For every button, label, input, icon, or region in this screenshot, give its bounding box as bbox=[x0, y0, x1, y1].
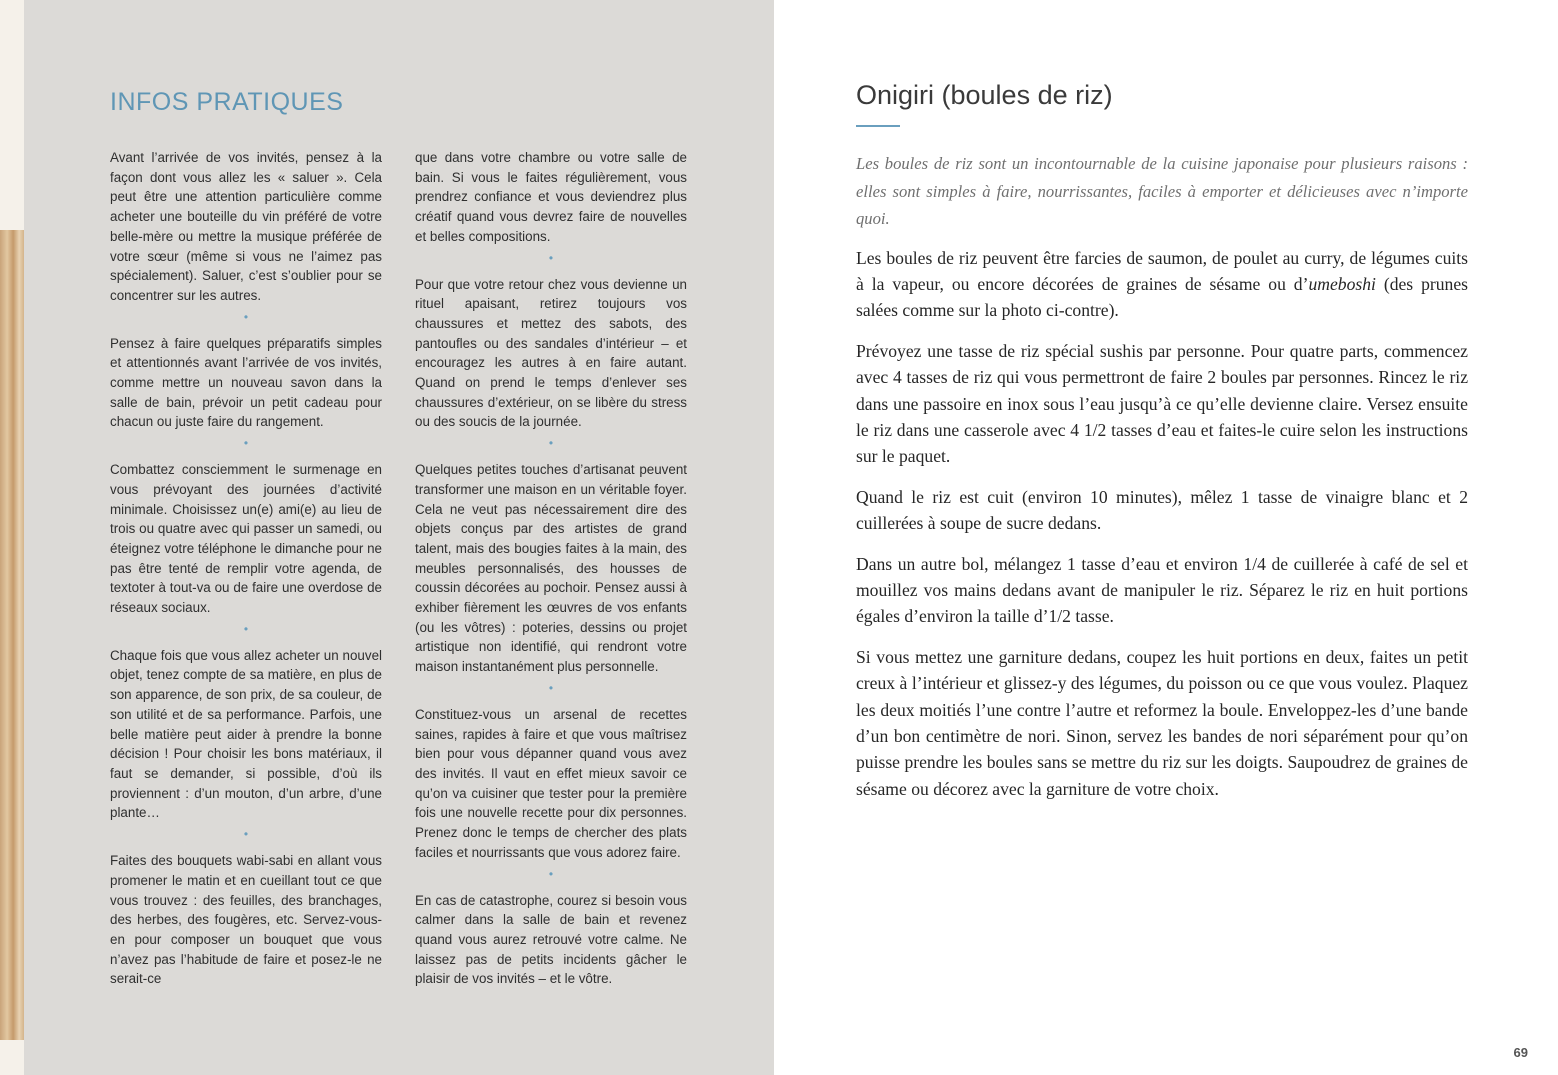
tip-paragraph: Quelques petites touches d’artisanat peuvent transformer une maison en un véritable foyer. Cela ne veut pas nécessairement dire des objets conçus par des artistes de grand talent, mais des bougies faites à la main, des meubles personnalisés, des housses de coussin décorées au pochoir. Pensez aussi à exhiber fièrement les œuvres de vos enfants (ou les vôtres) : poteries, dessins ou projet artistique non identifié, qui rendront votre maison instantanément plus personnelle. bbox=[415, 462, 687, 675]
left-page bbox=[24, 0, 774, 1075]
tip-paragraph: Chaque fois que vous allez acheter un nouvel objet, tenez compte de sa matière, en plus de son apparence, de son prix, de sa couleur, de son utilité et de sa performance. Parfois, une belle matière peut aider à prendre la bonne décision ! Pour choisir les bons matériaux, il faut se demander, si possible, d’où ils proviennent : d’un mouton, d’un arbre, d’une plante… bbox=[110, 647, 382, 821]
tip-paragraph: Pensez à faire quelques préparatifs simples et attentionnés avant l’arrivée de vos invités, comme mettre un nouveau savon dans la salle de bain, prévoir un petit cadeau pour chacun ou juste faire du rangement. bbox=[110, 335, 382, 430]
wood-grain bbox=[0, 230, 24, 1040]
left-column-1 bbox=[110, 148, 382, 989]
bullet-separator: • bbox=[243, 436, 249, 451]
recipe-intro: Les boules de riz sont un incontournable de la cuisine japonaise pour plusieurs raisons : elles sont simples à faire, nourrissantes, faciles à emporter et délicieuses avec n’importe quoi. bbox=[856, 154, 1468, 228]
recipe-paragraph: Quand le riz est cuit (environ 10 minutes), mêlez 1 tasse de vinaigre blanc et 2 cuillerées à soupe de sucre dedans. bbox=[856, 486, 1468, 534]
recipe-title: Onigiri (boules de riz) bbox=[856, 80, 1113, 110]
title-underline bbox=[856, 125, 900, 127]
page-number: 69 bbox=[1513, 1045, 1528, 1060]
tip-paragraph: Constituez-vous un arsenal de recettes saines, rapides à faire et que vous maîtrisez bien pour vous dépanner quand vous avez des invités. Il vaut en effet mieux savoir ce qu’on va cuisiner que tester pour la première fois une nouvelle recette pour dix personnes. Prenez donc le temps de chercher des plats faciles et nourrissants que vous adorez faire. bbox=[415, 706, 687, 860]
tip-paragraph: Faites des bouquets wabi-sabi en allant vous promener le matin et en cueillant tout ce que vous trouvez : des feuilles, des branchages, des herbes, des fougères, etc. Servez-vous-en pour composer un bouquet que vous n’avez pas l’habitude de faire et posez-le ne serait-ce bbox=[110, 853, 382, 987]
bullet-separator: • bbox=[548, 680, 554, 695]
recipe-paragraph: Dans un autre bol, mélangez 1 tasse d’eau et environ 1/4 de cuillerée à café de sel et mouillez vos mains dedans avant de manipuler le riz. Séparez le riz en huit portions égales d’environ la taille d’1/2 tasse. bbox=[856, 553, 1468, 627]
tip-paragraph: Pour que votre retour chez vous devienne un rituel apaisant, retirez toujours vos chaussures et mettez des sabots, des pantoufles ou des sandales d’intérieur – et encouragez les autres à en faire autant. Quand on prend le temps d’enlever ses chaussures d’extérieur, on se libère du stress ou des soucis de la journée. bbox=[415, 276, 687, 430]
tip-paragraph: que dans votre chambre ou votre salle de bain. Si vous le faites régulièrement, vous prendrez confiance et vous deviendrez plus créatif quand vous devrez faire de nouvelles et belles compositions. bbox=[415, 150, 687, 244]
bullet-separator: • bbox=[243, 309, 249, 324]
left-column-2 bbox=[415, 148, 687, 989]
tip-paragraph: Avant l’arrivée de vos invités, pensez à la façon dont vous allez les « saluer ». Cela peut être une attention particulière comme acheter une bouteille du vin préféré de votre belle-mère ou mettre la musique préférée de votre sœur (même si vous ne l’aimez pas spécialement). Saluer, c’est s’oublier pour se concentrer sur les autres. bbox=[110, 150, 382, 303]
umeboshi-term: umeboshi bbox=[1308, 273, 1376, 294]
section-title: INFOS PRATIQUES bbox=[110, 88, 344, 116]
bullet-separator: • bbox=[548, 866, 554, 881]
tip-paragraph: En cas de catastrophe, courez si besoin vous calmer dans la salle de bain et revenez quand vous aurez retrouvé votre calme. Ne laissez pas de petits incidents gâcher le plaisir de vos invités – et le vôtre. bbox=[415, 892, 687, 987]
recipe-text: (des prunes salées comme sur la photo ci-contre). bbox=[856, 273, 1468, 321]
bullet-separator: • bbox=[243, 827, 249, 842]
background-wood bbox=[0, 0, 24, 1075]
bullet-separator: • bbox=[548, 436, 554, 451]
recipe-paragraph: Prévoyez une tasse de riz spécial sushis par personne. Pour quatre parts, commencez avec 4 tasses de riz qui vous permettront de faire 2 boules par personnes. Rincez le riz dans une passoire en inox sous l’eau jusqu’à ce qu’elle devienne claire. Versez ensuite le riz dans une casserole avec 4 1/2 tasses d’eau et faites-le cuire selon les instructions sur le paquet. bbox=[856, 340, 1468, 467]
bullet-separator: • bbox=[243, 621, 249, 636]
bullet-separator: • bbox=[548, 250, 554, 265]
recipe-paragraph: Si vous mettez une garniture dedans, coupez les huit portions en deux, faites un petit creux à l’intérieur et glissez-y des légumes, du poisson ou ce que vous voulez. Plaquez les deux moitiés l’une contre l’autre et reformez la boule. Enveloppez-les d’une bande d’un bon centimètre de nori. Sinon, servez les bandes de nori séparément pour qu’on puisse prendre les boules sans se mettre du riz sur les doigts. Saupoudrez de graines de sésame ou décorez avec la garniture de votre choix. bbox=[856, 646, 1468, 799]
recipe-paragraph bbox=[856, 245, 1468, 324]
tip-paragraph: Combattez consciemment le surmenage en vous prévoyant des journées d’activité minimale. Choisissez un(e) ami(e) au lieu de trois ou quatre avec qui passer un samedi, ou éteignez votre téléphone le dimanche pour ne pas être tenté de remplir votre agenda, de textoter à tout-va ou de faire une overdose de réseaux sociaux. bbox=[110, 462, 382, 616]
recipe-text: Les boules de riz peuvent être farcies de saumon, de poulet au curry, de légumes cuits à la vapeur, ou encore décorées de graines de sésame ou d’ bbox=[856, 247, 1468, 294]
recipe-body bbox=[856, 150, 1468, 816]
right-page bbox=[774, 0, 1558, 1075]
